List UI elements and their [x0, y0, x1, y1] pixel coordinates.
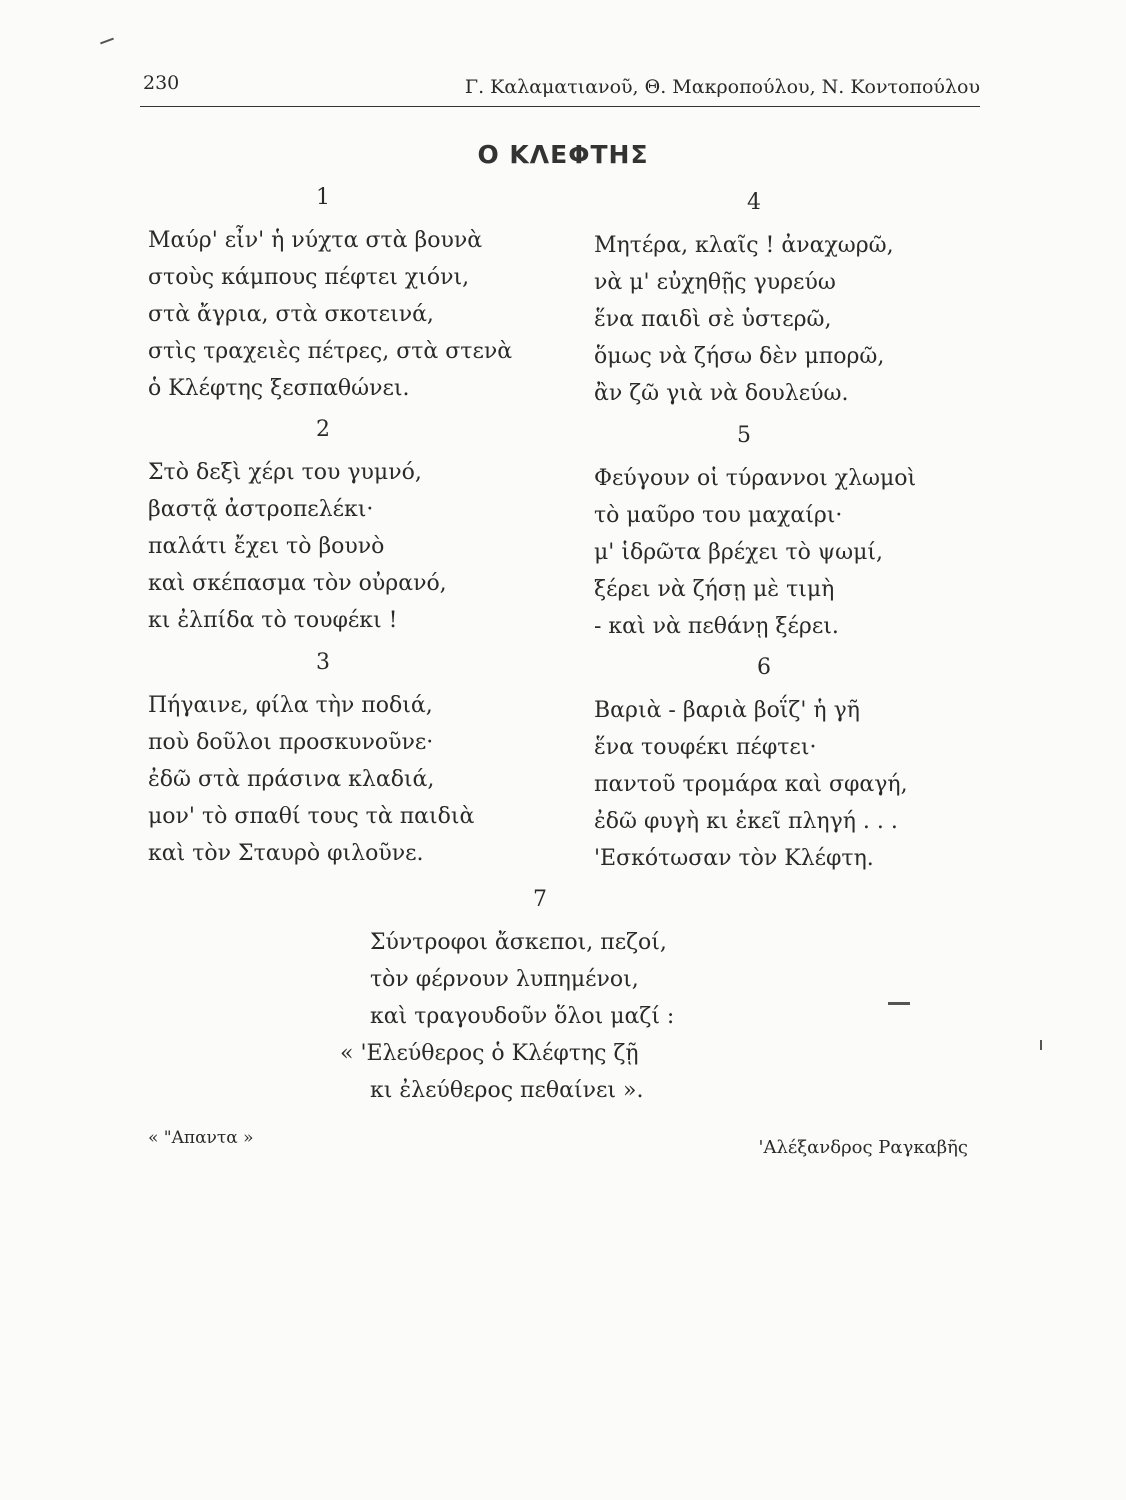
verse-line: καὶ τὸν Σταυρὸ φιλοῦνε. [148, 841, 424, 866]
verse-line: μον' τὸ σπαθί τους τὰ παιδιὰ [148, 804, 475, 829]
verse-line: στὰ ἄγρια, στὰ σκοτεινά, [148, 302, 434, 327]
verse-line: ἕνα παιδὶ σὲ ὑστερῶ, [594, 307, 832, 332]
running-head-authors: Γ. Καλαματιανοῦ, Θ. Μακροπούλου, Ν. Κοντοπούλου [464, 76, 980, 98]
scan-speck [1040, 1040, 1042, 1050]
stanza-number: 4 [747, 190, 761, 215]
verse-line: Στὸ δεξὶ χέρι του γυμνό, [148, 460, 422, 485]
stanza-1 [148, 180, 568, 407]
verse-line: στοὺς κάμπους πέφτει χιόνι, [148, 265, 470, 290]
verse-line: νὰ μ' εὐχηθῇς γυρεύω [594, 270, 836, 295]
verse-line: Μητέρα, κλαῖς ! ἀναχωρῶ, [594, 233, 894, 258]
verse-line: κι ἐλπίδα τὸ τουφέκι ! [148, 608, 398, 633]
stanza-number: 2 [316, 417, 330, 442]
scan-speck [100, 38, 114, 45]
verse-line: ἕνα τουφέκι πέφτει· [594, 735, 817, 760]
poem-author: 'Αλέξανδρος Ραγκαβῆς [758, 1137, 968, 1158]
verse-line: ὁ Κλέφτης ξεσπαθώνει. [148, 376, 410, 401]
verse-line: - καὶ νὰ πεθάνῃ ξέρει. [594, 614, 839, 639]
verse-line: παντοῦ τρομάρα καὶ σφαγή, [594, 772, 908, 797]
verse-line: Πήγαινε, φίλα τὴν ποδιά, [148, 693, 433, 718]
verse-line: Μαύρ' εἶν' ἡ νύχτα στὰ βουνὰ [148, 228, 483, 253]
verse-line: καὶ τραγουδοῦν ὅλοι μαζί : [370, 1004, 675, 1029]
verse-line: μ' ἱδρῶτα βρέχει τὸ ψωμί, [594, 540, 884, 565]
running-head [140, 70, 980, 107]
source-citation: « "Απαντα » [148, 1128, 254, 1148]
verse-line: παλάτι ἔχει τὸ βουνὸ [148, 534, 385, 559]
stanza-6 [594, 650, 1014, 877]
verse-line: τὸ μαῦρο του μαχαίρι· [594, 503, 843, 528]
stanza-4 [594, 185, 1014, 412]
poem-title: Ο ΚΛΕΦΤΗΣ [477, 140, 649, 169]
verse-line: Φεύγουν οἱ τύραννοι χλωμοὶ [594, 466, 917, 491]
stanza-number: 3 [316, 650, 330, 675]
verse-line: ποὺ δοῦλοι προσκυνοῦνε· [148, 730, 434, 755]
verse-line: Βαριὰ - βαριὰ βοΐζ' ἡ γῆ [594, 698, 860, 723]
verse-line: ἐδῶ φυγὴ κι ἐκεῖ πληγή . . . [594, 809, 898, 834]
verse-line: στὶς τραχειὲς πέτρες, στὰ στενὰ [148, 339, 513, 364]
stanza-2 [148, 412, 568, 639]
stanza-number: 5 [737, 423, 751, 448]
verse-line: τὸν φέρνουν λυπημένοι, [370, 967, 639, 992]
verse-line: Σύντροφοι ἄσκεποι, πεζοί, [370, 930, 667, 955]
verse-line: « 'Ελεύθερος ὁ Κλέφτης ζῇ [340, 1041, 639, 1066]
stanza-7 [340, 882, 760, 1109]
page-number: 230 [143, 72, 180, 94]
verse-line: ἂν ζῶ γιὰ νὰ δουλεύω. [594, 381, 849, 406]
verse-line: ξέρει νὰ ζήσῃ μὲ τιμὴ [594, 577, 835, 602]
verse-line: ἐδῶ στὰ πράσινα κλαδιά, [148, 767, 435, 792]
stanza-5 [594, 418, 1014, 645]
verse-line: ὅμως νὰ ζήσω δὲν μπορῶ, [594, 344, 885, 369]
verse-line: βαστᾷ ἀστροπελέκι· [148, 497, 374, 522]
scan-speck [888, 1002, 910, 1005]
verse-line: 'Εσκότωσαν τὸν Κλέφτη. [594, 846, 874, 871]
stanza-3 [148, 645, 568, 872]
stanza-number: 1 [316, 185, 330, 210]
stanza-number: 6 [757, 655, 771, 680]
verse-line: κι ἐλεύθερος πεθαίνει ». [370, 1078, 644, 1103]
verse-line: καὶ σκέπασμα τὸν οὐρανό, [148, 571, 447, 596]
stanza-number: 7 [533, 887, 547, 912]
